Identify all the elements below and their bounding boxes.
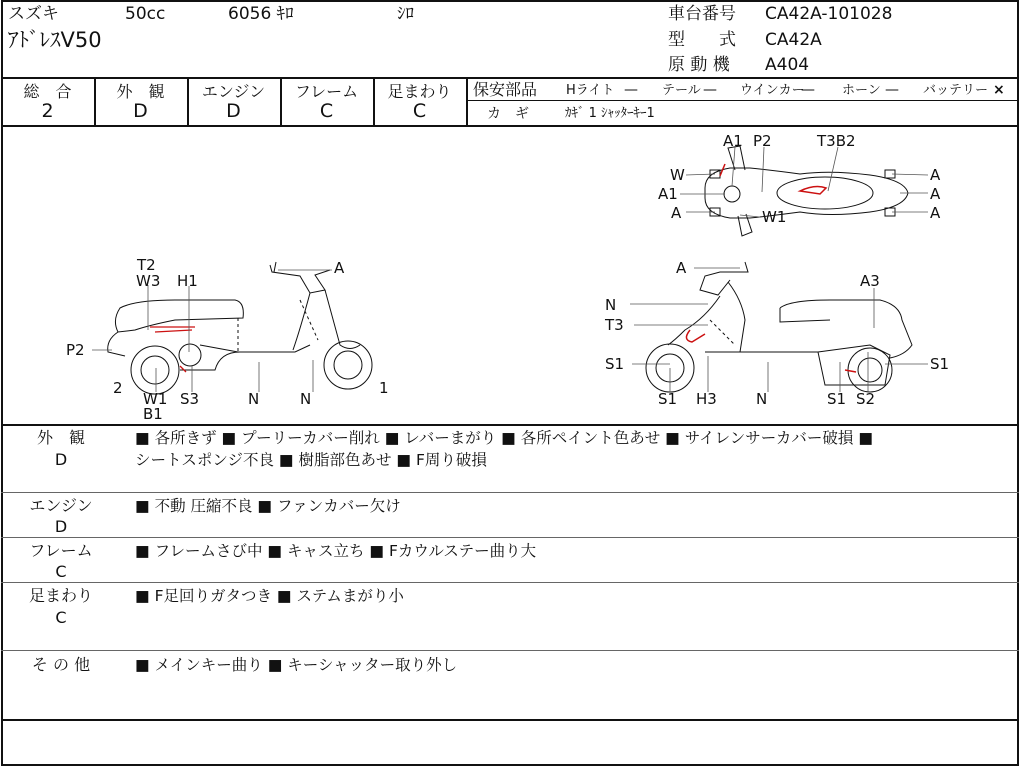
- diagram-label: A: [930, 166, 941, 184]
- diagram-label: A1: [723, 132, 743, 150]
- grade-label: フレーム: [294, 82, 359, 101]
- section-grade: D: [54, 517, 68, 536]
- safety-part-name: ホーン: [842, 83, 881, 98]
- model-name: ｱﾄﾞﾚｽV50: [8, 28, 102, 52]
- divider: [466, 77, 468, 126]
- right-view-labels: [630, 268, 928, 392]
- section-label: フレーム: [29, 541, 93, 560]
- maker: スズキ: [8, 4, 59, 24]
- right-view-label-text: [604, 259, 949, 408]
- diagram-label: A: [671, 204, 682, 222]
- section-label: エンジン: [29, 496, 93, 515]
- grade-label: 外 観: [116, 82, 165, 101]
- grade-label: 足まわり: [387, 82, 452, 101]
- diagram-label: W: [670, 166, 685, 184]
- model-type-value: CA42A: [765, 30, 822, 50]
- diagram-label: P2: [66, 341, 85, 359]
- damage-diagram: [0, 127, 1020, 423]
- safety-part-name: Hライト: [566, 83, 615, 98]
- grade-value: D: [133, 100, 148, 122]
- diagram-label: N: [248, 390, 260, 408]
- color: ｼﾛ: [397, 4, 414, 24]
- grade-value: 2: [41, 100, 54, 122]
- diagram-label: 2: [113, 379, 123, 397]
- diagram-label: H3: [696, 390, 717, 408]
- diagram-label: W1: [762, 208, 787, 226]
- diagram-label: T3B2: [817, 132, 856, 150]
- diagram-label: A: [676, 259, 687, 277]
- safety-part-mark: —: [801, 82, 815, 98]
- diagram-label: P2: [753, 132, 772, 150]
- diagram-label: S1: [930, 355, 950, 373]
- grade-label: エンジン: [201, 82, 266, 101]
- safety-part-mark: —: [703, 82, 717, 98]
- diagram-label: A: [334, 259, 345, 277]
- diagram-label: 1: [379, 379, 389, 397]
- diagram-label: T2: [137, 256, 156, 274]
- frame-no-label: 車台番号: [668, 4, 736, 24]
- safety-part-mark: —: [885, 82, 899, 98]
- diagram-label: H1: [177, 272, 198, 290]
- engine-value: A404: [765, 55, 810, 75]
- diagram-label: A: [930, 185, 941, 203]
- safety-part-name: テール: [662, 83, 701, 98]
- section-line: ■ フレームさび中 ■ キャス立ち ■ Fカウルステー曲り大: [135, 542, 537, 560]
- section-line: ■ F足回りガタつき ■ ステムまがり小: [135, 587, 404, 605]
- displacement: 50cc: [125, 4, 166, 24]
- safety-part-mark: —: [624, 82, 638, 98]
- left-view-label-text: [66, 256, 389, 423]
- diagram-label: S1: [827, 390, 847, 408]
- diagram-label: A3: [860, 272, 880, 290]
- section-label: そ の 他: [31, 655, 91, 674]
- safety-part-name: ウインカー: [740, 83, 805, 98]
- diagram-label: A1: [658, 185, 678, 203]
- engine-label: 原 動 機: [668, 55, 730, 75]
- frame-no-value: CA42A-101028: [765, 4, 893, 24]
- grade-value: D: [226, 100, 241, 122]
- divider: [1, 719, 1019, 721]
- divider: [1, 537, 1019, 538]
- grade-value: C: [412, 100, 427, 122]
- safety-parts-label: 保安部品: [473, 80, 538, 99]
- section-grade: C: [55, 608, 67, 627]
- divider: [1, 492, 1019, 493]
- diagram-label: N: [300, 390, 312, 408]
- diagram-label: W3: [136, 272, 161, 290]
- diagram-label: T3: [605, 316, 624, 334]
- grade-value: C: [319, 100, 334, 122]
- diagram-label: N: [756, 390, 768, 408]
- diagram-label: S3: [180, 390, 200, 408]
- section-label: 足まわり: [28, 586, 93, 605]
- section-line: ■ 不動 圧縮不良 ■ ファンカバー欠け: [135, 497, 401, 515]
- section-label: 外 観: [36, 428, 85, 447]
- key-label: カ ギ: [487, 106, 529, 122]
- safety-part-mark: ×: [993, 82, 1005, 98]
- divider: [1, 650, 1019, 651]
- grade-label: 総 合: [23, 82, 72, 101]
- model-type-label: 型 式: [668, 30, 736, 50]
- diagram-label: N: [605, 296, 617, 314]
- diagram-label: B1: [143, 405, 163, 423]
- diagram-label: S2: [856, 390, 876, 408]
- section-line: シートスポンジ不良 ■ 樹脂部色あせ ■ F周り破損: [135, 451, 487, 469]
- top-view-labels: [680, 147, 928, 217]
- diagram-label: A: [930, 204, 941, 222]
- section-line: ■ メインキー曲り ■ キーシャッター取り外し: [135, 656, 458, 674]
- divider: [1, 582, 1019, 583]
- key-value: ｶｷﾞ 1 ｼｬｯﾀｰｷｰ1: [565, 106, 655, 121]
- section-grade: C: [55, 562, 67, 581]
- diagram-label: S1: [658, 390, 678, 408]
- safety-part-name: バッテリー: [923, 83, 989, 98]
- section-line: ■ 各所きず ■ プーリーカバー削れ ■ レバーまがり ■ 各所ペイント色あせ ■ サイレンサーカバー破損 ■: [135, 429, 873, 447]
- diagram-label: W1: [143, 390, 168, 408]
- scooter-top-view: [705, 146, 908, 236]
- diagram-label: S1: [605, 355, 625, 373]
- divider: [1, 424, 1019, 426]
- mileage: 6056 ｷﾛ: [228, 4, 294, 24]
- section-grade: D: [54, 450, 68, 469]
